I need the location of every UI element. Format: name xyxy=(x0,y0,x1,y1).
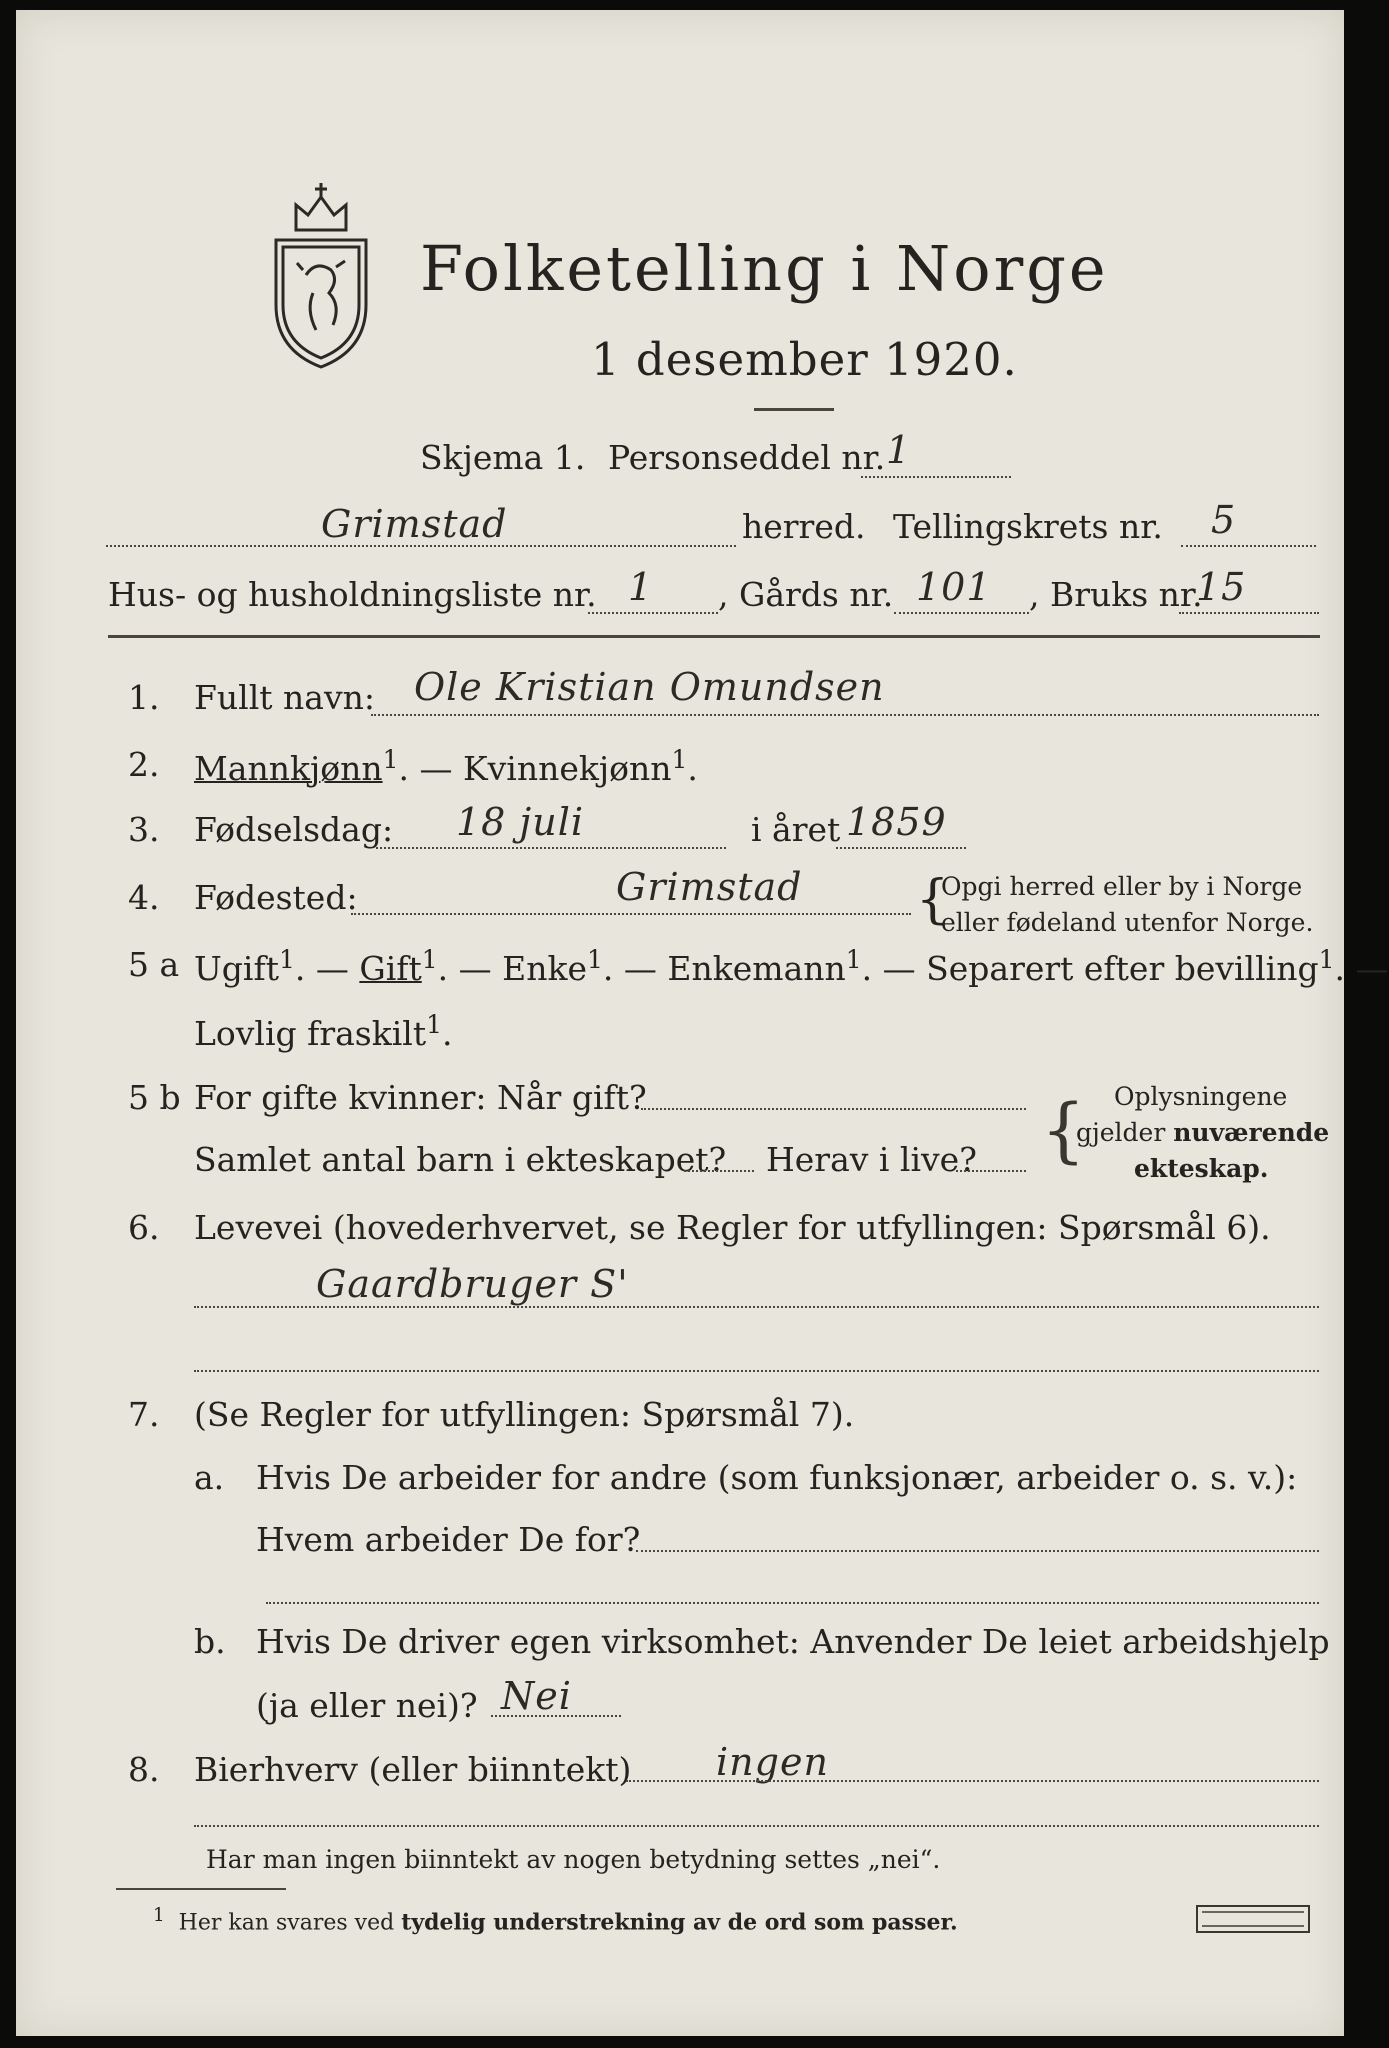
separator: . — xyxy=(437,949,503,988)
full-name-value[interactable]: Ole Kristian Omundsen xyxy=(414,665,885,709)
hired-help-label: (ja eller nei)? xyxy=(256,1686,478,1725)
footnote-mark: 1 xyxy=(1318,945,1335,974)
husliste-label: Hus- og husholdningsliste nr. xyxy=(108,575,597,614)
occupation-line-2 xyxy=(194,1370,1319,1372)
footnote-mark: 1 xyxy=(426,1010,443,1039)
footnote-text-a: Her kan svares ved xyxy=(178,1910,395,1936)
footnote-number: 1 xyxy=(153,1905,165,1926)
fraskilt-option[interactable]: Lovlig fraskilt xyxy=(194,1014,427,1053)
q5b-note-3: ekteskap. xyxy=(1134,1154,1269,1183)
birth-year-line xyxy=(836,847,966,849)
married-when-line xyxy=(641,1108,1026,1110)
gards-line xyxy=(894,612,1029,614)
q6-label: Levevei (hovederhvervet, se Regler for utfyllingen: Spørsmål 6). xyxy=(194,1208,1271,1247)
footnote-mark: 1 xyxy=(278,945,295,974)
children-alive-label: Herav i live? xyxy=(766,1140,977,1179)
q2-footnote-mark: 1 xyxy=(382,745,399,774)
q2-end: . xyxy=(687,749,698,788)
female-option[interactable]: Kvinnekjønn xyxy=(462,749,672,788)
footer-note: Har man ingen biinntekt av nogen betydning settes „nei“. xyxy=(206,1845,941,1874)
bruks-line xyxy=(1179,612,1319,614)
birth-day-line xyxy=(376,847,726,849)
period: . xyxy=(442,1014,453,1053)
hired-help-line xyxy=(491,1715,621,1717)
q2-footnote-mark-2: 1 xyxy=(671,745,688,774)
q4-note-2: eller fødeland utenfor Norge. xyxy=(941,908,1314,937)
census-form-sheet xyxy=(16,10,1389,2036)
occupation-value[interactable]: Gaardbruger S' xyxy=(316,1262,629,1306)
year-label: i året xyxy=(751,810,841,849)
q1-number: 1. xyxy=(128,678,160,717)
personseddel-line xyxy=(861,476,1011,478)
q6-number: 6. xyxy=(128,1208,160,1247)
q7-number: 7. xyxy=(128,1395,160,1434)
footnote-mark: 1 xyxy=(421,945,438,974)
q7a-letter: a. xyxy=(194,1458,225,1497)
footnote-mark: 1 xyxy=(845,945,862,974)
q7-label: (Se Regler for utfyllingen: Spørsmål 7). xyxy=(194,1395,855,1434)
marital-options xyxy=(194,945,1389,988)
tellingskrets-value[interactable]: 5 xyxy=(1211,498,1237,542)
footnote xyxy=(153,1905,958,1935)
q5a-number: 5 a xyxy=(128,945,180,984)
gift-option[interactable]: Gift xyxy=(359,949,422,988)
herred-label: herred. xyxy=(742,507,866,546)
side-income-line-2 xyxy=(194,1825,1319,1827)
q5b-number: 5 b xyxy=(128,1078,181,1117)
full-name-line xyxy=(371,714,1319,716)
male-option[interactable]: Mannkjønn xyxy=(194,749,383,788)
census-date: 1 desember 1920. xyxy=(591,333,1018,386)
birth-day-value[interactable]: 18 juli xyxy=(456,800,584,844)
q2-options xyxy=(194,745,698,788)
herred-line xyxy=(106,545,736,547)
q8-label: Bierhverv (eller biinntekt) xyxy=(194,1750,632,1789)
q7b-label: Hvis De driver egen virksomhet: Anvender De leiet arbeidshjelp xyxy=(256,1622,1330,1661)
title-divider xyxy=(754,408,834,411)
footnote-rule xyxy=(116,1888,286,1890)
employer-line-2 xyxy=(266,1602,1319,1604)
birthplace-value[interactable]: Grimstad xyxy=(616,865,803,909)
q2-separator: . — xyxy=(398,749,463,788)
q4-note-1: Opgi herred eller by i Norge xyxy=(941,872,1303,901)
q7b-letter: b. xyxy=(194,1622,226,1661)
birthplace-line xyxy=(351,913,911,915)
children-alive-line xyxy=(956,1170,1026,1172)
husliste-line xyxy=(588,612,718,614)
printer-stamp-inner xyxy=(1202,1911,1304,1927)
occupation-line-1 xyxy=(194,1306,1319,1308)
q5b-note-2b: nuværende xyxy=(1173,1118,1330,1147)
husliste-value[interactable]: 1 xyxy=(628,565,654,609)
bruks-value[interactable]: 15 xyxy=(1196,565,1247,609)
personseddel-value[interactable]: 1 xyxy=(886,428,912,472)
side-income-line xyxy=(626,1780,1319,1782)
q1-label: Fullt navn: xyxy=(194,678,375,717)
separator: . — xyxy=(602,949,668,988)
footnote-mark: 1 xyxy=(587,945,603,974)
q3-number: 3. xyxy=(128,810,160,849)
herred-value[interactable]: Grimstad xyxy=(321,502,508,546)
q7a-label: Hvis De arbeider for andre (som funksjonær, arbeider o. s. v.): xyxy=(256,1458,1298,1497)
q8-number: 8. xyxy=(128,1750,160,1789)
employer-label: Hvem arbeider De for? xyxy=(256,1520,641,1559)
separator: . — xyxy=(294,949,360,988)
q5b-brace: { xyxy=(1041,1089,1086,1171)
q4-brace: { xyxy=(916,870,950,930)
q5b-note-2a: gjelder xyxy=(1076,1118,1166,1147)
q2-number: 2. xyxy=(128,745,160,784)
q4-label: Fødested: xyxy=(194,878,358,917)
marital-options-line2 xyxy=(194,1010,453,1053)
separator: . — xyxy=(861,949,927,988)
separert-option[interactable]: Separert efter bevilling xyxy=(926,949,1319,988)
q5b-note-1: Oplysningene xyxy=(1114,1082,1288,1111)
enke-option[interactable]: Enke xyxy=(502,949,588,988)
form-title: Folketelling i Norge xyxy=(420,232,1109,305)
gards-label: , Gårds nr. xyxy=(718,575,894,614)
hired-help-value[interactable]: Nei xyxy=(501,1674,572,1718)
q3-label: Fødselsdag: xyxy=(194,810,394,849)
printer-stamp xyxy=(1196,1905,1310,1933)
q4-number: 4. xyxy=(128,878,160,917)
footnote-text-b: tydelig understrekning av de ord som passer. xyxy=(401,1909,958,1936)
employer-line xyxy=(636,1550,1319,1552)
children-total-label: Samlet antal barn i ekteskapet? xyxy=(194,1140,727,1179)
header-rule xyxy=(108,635,1320,638)
ugift-option[interactable]: Ugift xyxy=(194,949,279,988)
tellingskrets-line xyxy=(1181,545,1316,547)
skjema-label: Skjema 1. xyxy=(420,438,586,477)
married-when-label: For gifte kvinner: Når gift? xyxy=(194,1078,647,1117)
q5a-trailing-dash: . — xyxy=(1334,949,1389,988)
norway-coat-of-arms-icon xyxy=(261,175,381,375)
enkemann-option[interactable]: Enkemann xyxy=(667,949,846,988)
children-total-line xyxy=(684,1170,754,1172)
side-income-value[interactable]: ingen xyxy=(716,1740,829,1784)
bruks-label: , Bruks nr. xyxy=(1029,575,1203,614)
birth-year-value[interactable]: 1859 xyxy=(846,800,947,844)
q5b-note-2 xyxy=(1076,1118,1329,1147)
tellingskrets-label: Tellingskrets nr. xyxy=(893,507,1163,546)
personseddel-label: Personseddel nr. xyxy=(608,438,886,477)
gards-value[interactable]: 101 xyxy=(916,565,992,609)
